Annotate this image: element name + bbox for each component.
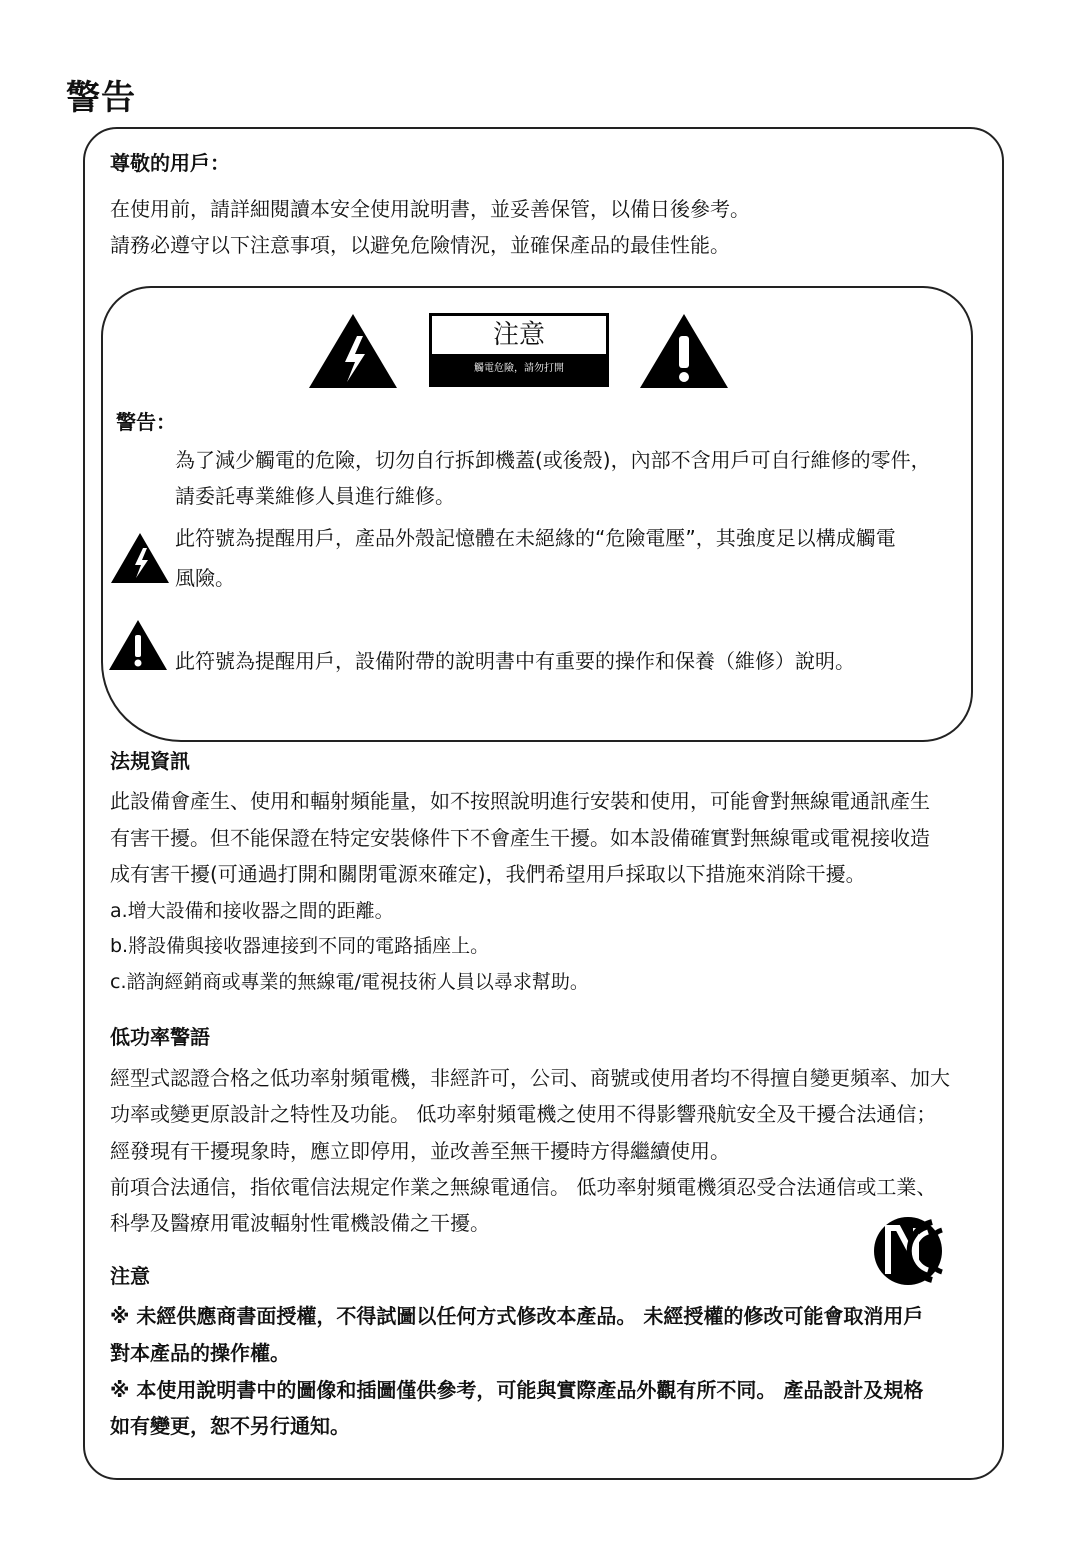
lightning-triangle-icon [307, 312, 399, 390]
caution-label-title: 注意 [492, 320, 545, 350]
manual-note: 此符號為提醒用戶，設備附帶的說明書中有重要的操作和保養（維修）說明。 [175, 649, 855, 673]
regulatory-item-b: b.將設備與接收器連接到不同的電路插座上。 [110, 935, 490, 957]
warning-para-line-2: 請委託專業維修人員進行維修。 [175, 484, 455, 508]
voltage-note-line-1: 此符號為提醒用戶，產品外殼記憶體在未絕緣的“危險電壓”，其強度足以構成觸電 [175, 526, 896, 550]
greeting: 尊敬的用戶： [110, 151, 230, 175]
regulatory-line-1: 此設備會產生、使用和輻射頻能量，如不按照說明進行安裝和使用，可能會對無線電通訊產生 [110, 789, 930, 813]
caution-label [429, 313, 609, 387]
low-power-line-1: 經型式認證合格之低功率射頻電機，非經許可，公司、商號或使用者均不得擅自變更頻率、加大 [110, 1066, 950, 1090]
warning-heading: 警告： [116, 410, 176, 434]
small-exclamation-triangle-icon [108, 619, 168, 671]
notice-heading: 注意 [110, 1264, 150, 1288]
regulatory-line-2: 有害干擾。但不能保證在特定安裝條件下不會產生干擾。如本設備確實對無線電或電視接收造 [110, 826, 930, 850]
regulatory-item-a: a.增大設備和接收器之間的距離。 [110, 900, 394, 922]
regulatory-heading: 法規資訊 [110, 749, 190, 773]
intro-line-1: 在使用前，請詳細閱讀本安全使用說明書，並妥善保管，以備日後參考。 [110, 197, 750, 221]
notice-line-1: ※ 未經供應商書面授權，不得試圖以任何方式修改本產品。 未經授權的修改可能會取消用戶 [110, 1304, 924, 1328]
low-power-line-3: 經發現有干擾現象時，應立即停用，並改善至無干擾時方得繼續使用。 [110, 1139, 730, 1163]
low-power-line-4: 前項合法通信，指依電信法規定作業之無線電通信。 低功率射頻電機須忍受合法通信或工業、 [110, 1175, 937, 1199]
small-lightning-triangle-icon [110, 532, 170, 584]
notice-line-2: 對本產品的操作權。 [110, 1341, 290, 1365]
low-power-line-5: 科學及醫療用電波輻射性電機設備之干擾。 [110, 1211, 490, 1235]
warning-para-line-1: 為了減少觸電的危險，切勿自行拆卸機蓋(或後殼)，內部不含用戶可自行維修的零件， [175, 448, 931, 472]
intro-line-2: 請務必遵守以下注意事項，以避免危險情況，並確保產品的最佳性能。 [110, 233, 730, 257]
low-power-line-2: 功率或變更原設計之特性及功能。 低功率射頻電機之使用不得影響飛航安全及干擾合法通信； [110, 1102, 937, 1126]
ncc-logo [872, 1210, 958, 1292]
caution-label-subtitle: 觸電危險，請勿打開 [432, 354, 606, 384]
exclamation-triangle-icon [638, 312, 730, 390]
notice-line-4: 如有變更，恕不另行通知。 [110, 1414, 350, 1438]
regulatory-item-c: c.諮詢經銷商或專業的無線電/電視技術人員以尋求幫助。 [110, 971, 589, 993]
regulatory-line-3: 成有害干擾(可通過打開和關閉電源來確定)，我們希望用戶採取以下措施來消除干擾。 [110, 862, 866, 886]
low-power-heading: 低功率警語 [110, 1025, 210, 1049]
notice-line-3: ※ 本使用說明書中的圖像和插圖僅供參考，可能與實際產品外觀有所不同。 產品設計及規格 [110, 1378, 924, 1402]
voltage-note-line-2: 風險。 [175, 566, 235, 590]
page-title: 警告 [66, 78, 136, 118]
